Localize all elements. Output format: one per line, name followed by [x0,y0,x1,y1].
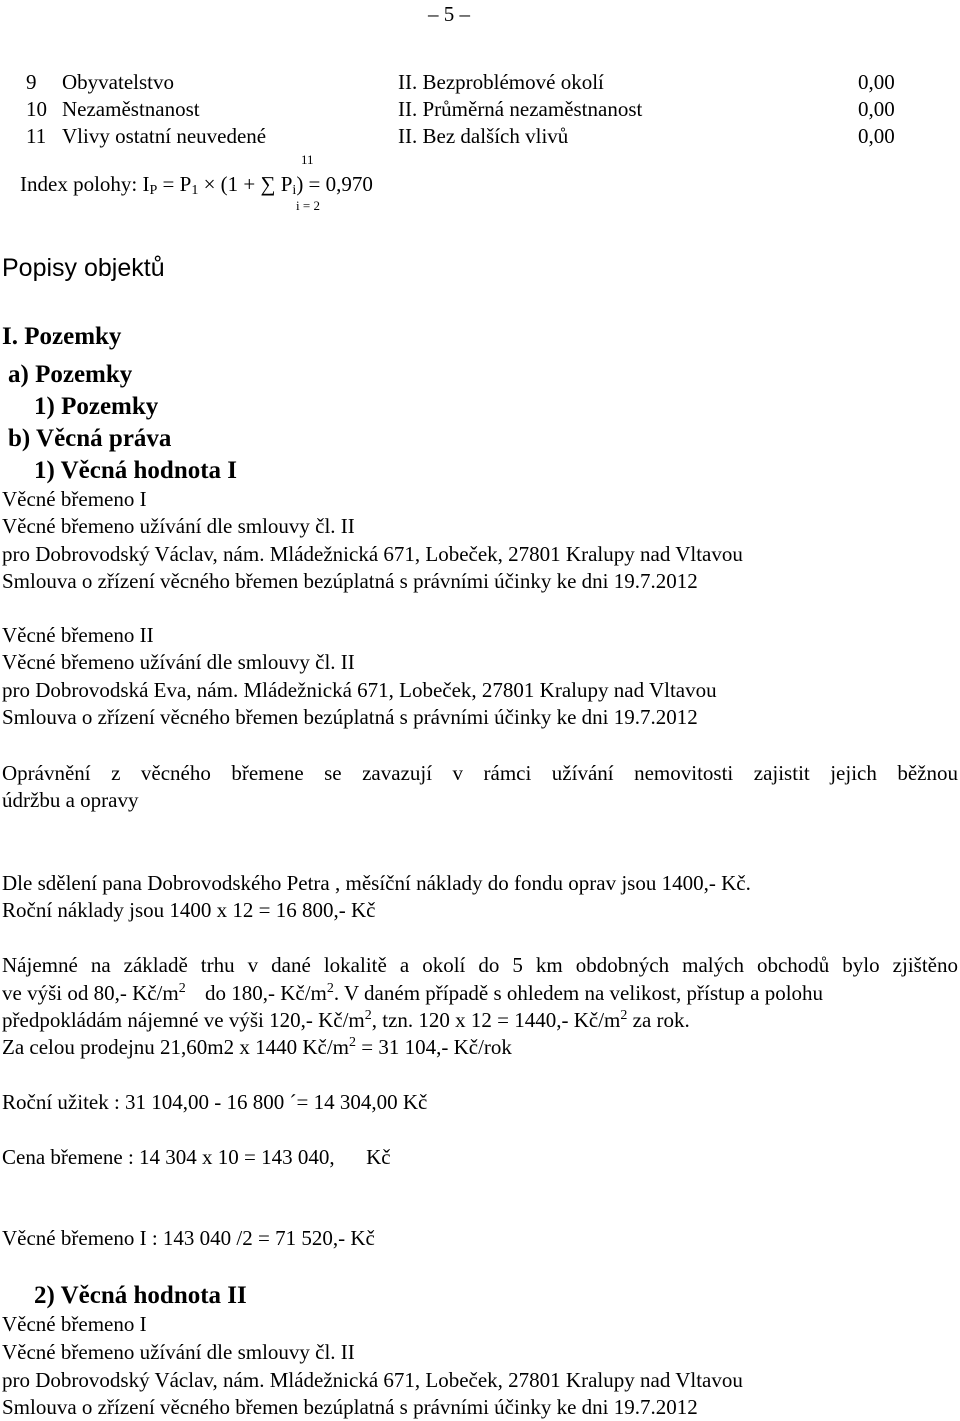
rent-line: ve výši od 80,- $Kč/m^2$ do 180,- $Kč/m^2$. V daném případě s ohledem na velikost, přístup a polohu [2,981,824,1005]
row-label: Obyvatelstvo [62,70,174,94]
easement-beneficiary: pro Dobrovodský Václav, nám. Mládežnická 671, Lobeček, 27801 Kralupy nad Vltavou [2,542,743,566]
outline-level1: I. Pozemky [2,323,122,350]
easement-type: Věcné břemeno užívání dle smlouvy čl. II [2,514,355,538]
row-label: Vlivy ostatní neuvedené [62,124,267,148]
sum-upper-limit: 11 [301,152,314,167]
easement-title: Věcné břemeno I [2,487,147,511]
row-label: Nezaměstnanost [62,97,200,121]
page-number: – 5 – [428,2,470,26]
easement-type: Věcné břemeno užívání dle smlouvy čl. II [2,1340,355,1364]
easement-type: Věcné břemeno užívání dle smlouvy čl. II [2,650,355,674]
costs-line: Dle sdělení pana Dobrovodského Petra , měsíční náklady do fondu oprav jsou 1400,- Kč. [2,871,751,895]
row-value: 0,00 [858,97,895,121]
row-number: 10 [26,97,47,121]
row-value: 0,00 [858,70,895,94]
easement-title: Věcné břemeno II [2,623,154,647]
formula-line: Index polohy: $I_P = P_1 \times (1$ + ∑ $P_i) = 0,970$ [20,172,373,198]
easement-title: Věcné břemeno I [2,1312,147,1336]
outline-level3: 1) Věcná hodnota I [34,457,238,484]
row-category: II. Bezproblémové okolí [398,70,604,94]
easement-beneficiary: pro Dobrovodská Eva, nám. Mládežnická 671, Lobeček, 27801 Kralupy nad Vltavou [2,678,717,702]
easement-price: Cena břemene : 14 304 x 10 = 143 040, Kč [2,1145,391,1169]
row-number: 11 [26,124,47,148]
rent-line: Nájemné na základě trhu v dané lokalitě a okolí do 5 km obdobných malých obchodů bylo zjištěno [2,953,958,977]
sum-symbol: ∑ [260,172,276,196]
rent-line: Za celou prodejnu 21,60m2 x 1440 $Kč/m^2 = 31$ 104,- Kč/rok [2,1035,512,1059]
row-number: 9 [26,70,37,94]
rent-line: předpokládám nájemné ve výši 120,- $Kč/m^2$, tzn. 120 x 12 = 1440,- $Kč/m^2$ za rok. [2,1008,690,1032]
obligation-line: údržbu a opravy [2,788,139,812]
costs-line: Roční náklady jsou 1400 x 12 = 16 800,- Kč [2,898,376,922]
outline-level3: 1) Pozemky [34,393,159,420]
outline-level2: a) Pozemky [8,361,133,388]
sum-lower-limit: i = 2 [296,198,320,213]
easement-half-value: Věcné břemeno I : 143 040 /2 = 71 520,- Kč [2,1226,375,1250]
easement-contract: Smlouva o zřízení věcného břemen bezúplatná s právními účinky ke dni 19.7.2012 [2,705,698,729]
row-category: II. Bez dalších vlivů [398,124,569,148]
row-category: II. Průměrná nezaměstnanost [398,97,643,121]
outline-level2: b) Věcná práva [8,425,172,452]
easement-beneficiary: pro Dobrovodský Václav, nám. Mládežnická 671, Lobeček, 27801 Kralupy nad Vltavou [2,1368,743,1392]
easement-contract: Smlouva o zřízení věcného břemen bezúplatná s právními účinky ke dni 19.7.2012 [2,1395,698,1419]
yearly-benefit: Roční užitek : 31 104,00 - 16 800 ´= 14 304,00 Kč [2,1090,428,1114]
easement-contract: Smlouva o zřízení věcného břemen bezúplatná s právními účinky ke dni 19.7.2012 [2,569,698,593]
row-value: 0,00 [858,124,895,148]
outline-level3: 2) Věcná hodnota II [34,1282,247,1309]
obligation-line: Oprávnění z věcného břemene se zavazují v rámci užívání nemovitosti zajistit jejich běžnou [2,761,958,785]
section-heading: Popisy objektů [2,254,165,282]
